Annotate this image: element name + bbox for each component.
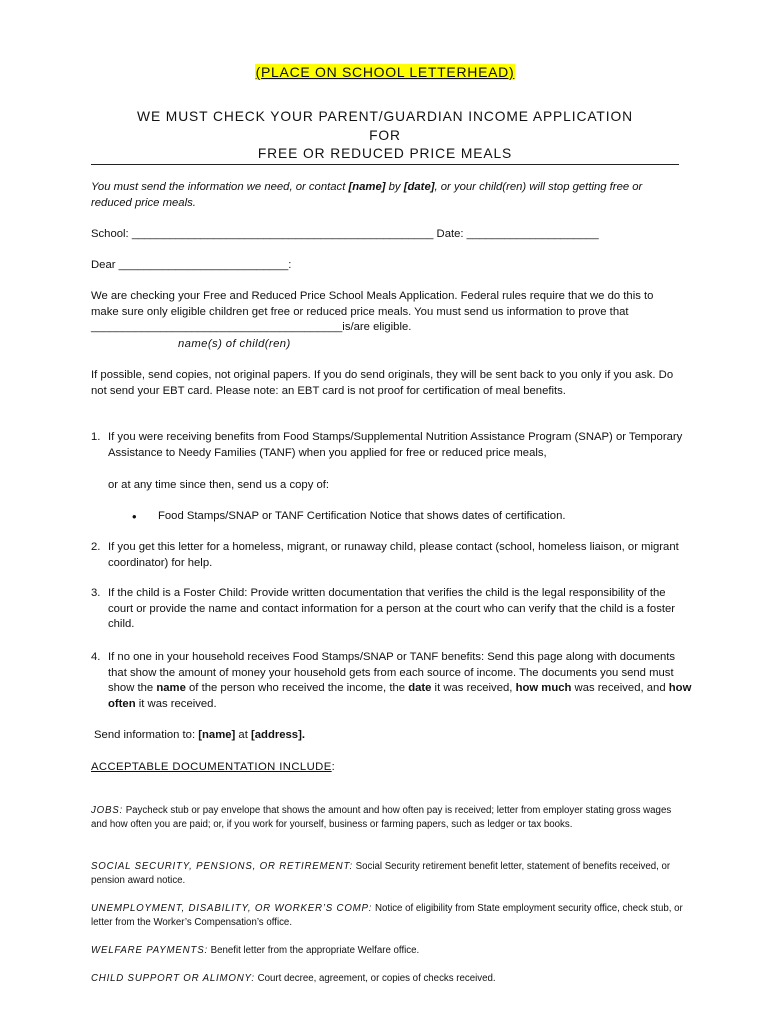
send-name-placeholder: [name] [198, 729, 236, 741]
item4-text-c: it was received, [431, 682, 516, 695]
list-number: 1. [91, 431, 101, 443]
bullet-text: Food Stamps/SNAP or TANF Certification Notice that shows dates of certification. [158, 510, 566, 522]
list-number: 2. [91, 541, 101, 553]
list-item-text: If you get this letter for a homeless, migrant, or runaway child, please contact (school, homeless liaison, or migrant coordinator) for help. [108, 541, 679, 569]
doc-label: WELFARE PAYMENTS: [91, 944, 208, 956]
list-item-1-continuation: or at any time since then, send us a copy of: [108, 479, 330, 491]
bullet-icon: • [132, 509, 137, 524]
salutation-field: Dear ___________________________: [91, 259, 292, 271]
list-item-text [108, 650, 693, 712]
item4-text-a: If no one in your household receives Food Stamps/SNAP or TANF benefits: Send this page along with documents that show the amount of money your household gets from each source of income. The documents you send must show the [108, 651, 676, 695]
item4-text-b: of the person who received the income, the [185, 682, 409, 695]
title-line-2: FOR [369, 127, 401, 143]
title-line-1: WE MUST CHECK YOUR PARENT/GUARDIAN INCOME APPLICATION [137, 109, 633, 124]
doc-item-welfare [91, 944, 683, 958]
send-address-placeholder: [address]. [251, 729, 305, 741]
notice-text-2: by [385, 181, 404, 193]
item4-bold-name: name [156, 682, 186, 695]
title-divider [91, 164, 679, 165]
item4-text-d: was received, and [571, 682, 669, 695]
doc-text: Notice of eligibility from State employment security office, check stub, or letter from the Worker’s Compensation’s office. [91, 902, 683, 928]
title-line-3: FREE OR REDUCED PRICE MEALS [257, 146, 513, 161]
doc-item-jobs [91, 804, 683, 832]
deadline-notice [91, 180, 683, 211]
acceptable-documentation-heading [91, 760, 683, 776]
doc-item-unemployment [91, 902, 683, 930]
intro-paragraph: We are checking your Free and Reduced Price School Meals Application. Federal rules require that we do this to make sure only eligible children get free or reduced price meals. You must send us information to prove that ________________________________________is/are eligible. [91, 290, 654, 334]
notice-name-placeholder: [name] [348, 181, 386, 193]
list-number: 3. [91, 587, 101, 599]
send-label: Send information to: [94, 729, 199, 741]
item4-text-e: it was received. [135, 697, 217, 710]
letterhead-text: (PLACE ON SCHOOL LETTERHEAD) [255, 64, 515, 80]
doc-text: Benefit letter from the appropriate Welfare office. [207, 944, 420, 956]
doc-text: Paycheck stub or pay envelope that shows the amount and how often pay is received; letter from employer stating gross wages and how often you are paid; or, if you work for yourself, business or farming papers, such as ledger or tax books. [91, 804, 672, 830]
send-information-line [94, 728, 686, 744]
school-date-field: School: ________________________________________________ Date: _____________________ [91, 228, 599, 240]
list-item-text: If the child is a Foster Child: Provide written documentation that verifies the child is the legal responsibility of the court or provide the name and contact information for a person at the court who can verify that the child is a foster child. [108, 587, 676, 631]
child-names-label: name(s) of child(ren) [178, 338, 291, 350]
letterhead-placeholder [0, 63, 770, 81]
doc-label: SOCIAL SECURITY, PENSIONS, OR RETIREMENT: [91, 860, 353, 872]
heading-text: ACCEPTABLE DOCUMENTATION INCLUDE [91, 761, 332, 773]
item4-bold-date: date [408, 682, 432, 695]
doc-item-child-support [91, 972, 683, 986]
send-at: at [235, 729, 251, 741]
copies-paragraph: If possible, send copies, not original papers. If you do send originals, they will be sent back to you only if you ask. Do not send your EBT card. Please note: an EBT card is not proof for certification of meal benefits. [91, 369, 674, 397]
heading-colon: : [331, 761, 336, 773]
item4-bold-much: how much [515, 682, 572, 695]
doc-item-social-security [91, 860, 683, 888]
notice-text-1: You must send the information we need, or contact [91, 181, 349, 193]
page-title [91, 108, 679, 164]
doc-text: Social Security retirement benefit letter, statement of benefits received, or pension award notice. [91, 860, 671, 886]
notice-text-3: , or your child(ren) will stop getting free or reduced price meals. [91, 181, 643, 209]
doc-label: UNEMPLOYMENT, DISABILITY, OR WORKER’S COMP: [91, 902, 373, 914]
doc-label: CHILD SUPPORT OR ALIMONY: [91, 972, 255, 984]
list-number: 4. [91, 651, 101, 663]
item4-bold-often: how often [108, 682, 692, 710]
doc-label: JOBS: [91, 804, 123, 816]
list-item-text: If you were receiving benefits from Food Stamps/Supplemental Nutrition Assistance Program (SNAP) or Temporary Assistance to Needy Families (TANF) when you applied for free or reduced price meals, [108, 431, 683, 459]
notice-date-placeholder: [date] [403, 181, 435, 193]
doc-text: Court decree, agreement, or copies of checks received. [254, 972, 496, 984]
